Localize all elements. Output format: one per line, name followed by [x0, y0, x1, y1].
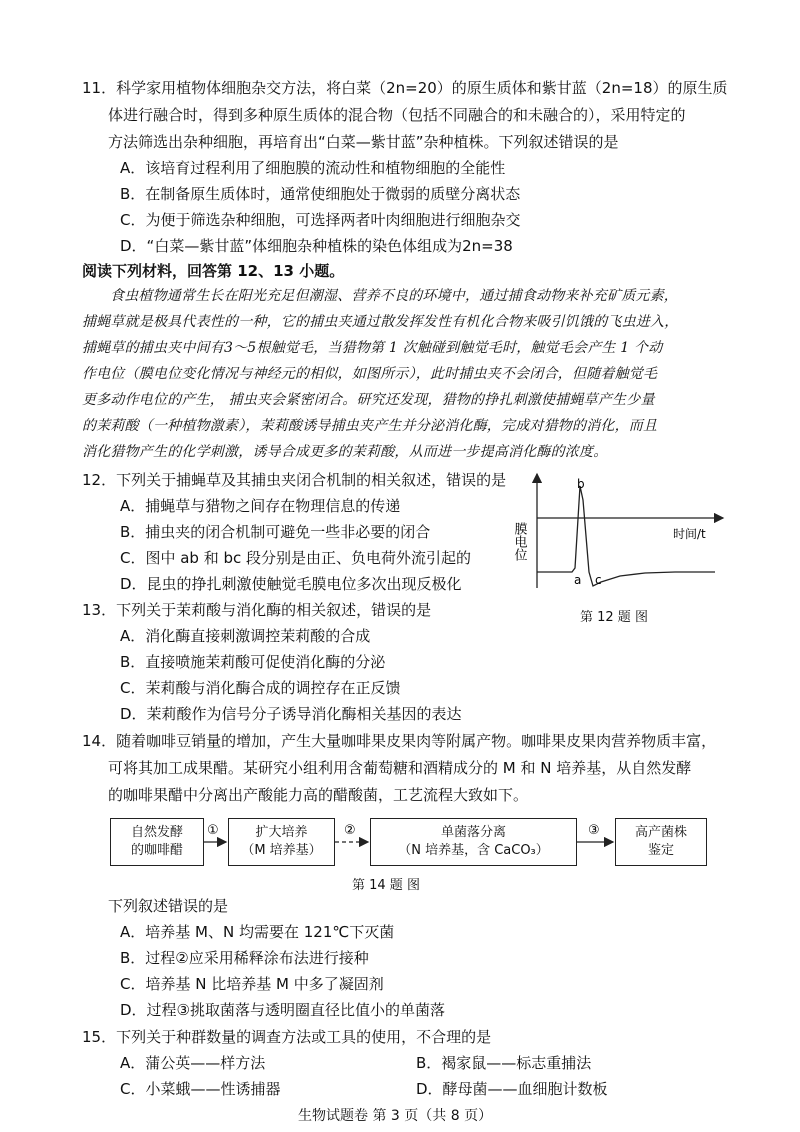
q14-stem-line-1: 14．随着咖啡豆销量的增加，产生大量咖啡果皮果肉等附属产物。咖啡果皮果肉营养物质丰富， [82, 732, 717, 750]
q14-option-d: D．过程③挑取菌落与透明圈直径比值小的单菌落 [120, 1001, 445, 1019]
q12-option-c: C．图中 ab 和 bc 段分别是由正、负电荷外流引起的 [120, 549, 472, 567]
q14-option-b: B．过程②应采用稀释涂布法进行接种 [120, 949, 369, 967]
step-3-label: ③ [588, 823, 600, 838]
reading-line-3: 捕蝇草的捕虫夹中间有3～5根触觉毛，当猎物第 1 次触碰到触觉毛时，触觉毛会产生 1 个动 [82, 340, 663, 356]
q12-option-a: A．捕蝇草与猎物之间存在物理信息的传递 [120, 497, 401, 515]
point-a-label: a [574, 573, 582, 587]
graph-caption: 第 12 题 图 [580, 610, 648, 625]
flow-arrows [0, 800, 800, 880]
box1-line2: 的咖啡醋 [130, 843, 183, 858]
q15-option-d: D．酵母菌——血细胞计数板 [416, 1080, 608, 1098]
point-b-label: b [577, 477, 585, 491]
q15-option-b: B．褐家鼠——标志重捕法 [416, 1054, 592, 1072]
q14-stem-line-2: 可将其加工成果醋。某研究小组利用含葡萄糖和酒精成分的 M 和 N 培养基，从自然发酵 [108, 759, 692, 777]
point-c-label: c [595, 573, 602, 587]
action-potential-graph [505, 460, 735, 630]
q11-option-d: D．“白菜—紫甘蓝”体细胞杂种植株的染色体组成为2n=38 [120, 237, 513, 255]
step-2-label: ② [344, 823, 356, 838]
q14-prompt: 下列叙述错误的是 [108, 897, 229, 915]
box3-line2: （N 培养基，含 CaCO₃） [398, 843, 549, 858]
q13-option-b: B．直接喷施茉莉酸可促使消化酶的分泌 [120, 653, 386, 671]
reading-heading: 阅读下列材料，回答第 12、13 小题。 [82, 262, 345, 280]
q12-option-d: D．昆虫的挣扎刺激使触觉毛膜电位多次出现反极化 [120, 575, 462, 593]
q11-stem-line-2: 体进行融合时，得到多种原生质体的混合物（包括不同融合的和未融合的），采用特定的 [108, 106, 686, 124]
box4-line2: 鉴定 [647, 843, 674, 858]
x-axis-label: 时间/t [673, 527, 706, 541]
q15-option-a: A．蒲公英——样方法 [120, 1054, 266, 1072]
q13-option-c: C．茉莉酸与消化酶合成的调控存在正反馈 [120, 679, 401, 697]
page-footer: 生物试题卷 第 3 页（共 8 页） [298, 1108, 493, 1124]
reading-line-1: 食虫植物通常生长在阳光充足但潮湿、营养不良的环境中，通过捕食动物来补充矿质元素， [110, 288, 678, 304]
q14-option-c: C．培养基 N 比培养基 M 中多了凝固剂 [120, 975, 384, 993]
y-axis-label: 膜电位 [511, 522, 527, 561]
flow-caption: 第 14 题 图 [352, 878, 420, 893]
q15-option-c: C．小菜蛾——性诱捕器 [120, 1080, 281, 1098]
q11-stem-line-1: 11．科学家用植物体细胞杂交方法，将白菜（2n=20）的原生质体和紫甘蓝（2n=18）的原生质 [82, 79, 728, 97]
q12-option-b: B．捕虫夹的闭合机制可避免一些非必要的闭合 [120, 523, 431, 541]
q13-stem: 13．下列关于茉莉酸与消化酶的相关叙述，错误的是 [82, 601, 432, 619]
q15-stem: 15．下列关于种群数量的调查方法或工具的使用，不合理的是 [82, 1028, 492, 1046]
reading-line-6: 的茉莉酸（一种植物激素），茉莉酸诱导捕虫夹产生并分泌消化酶，完成对猎物的消化，而且 [82, 418, 658, 434]
q13-option-d: D．茉莉酸作为信号分子诱导消化酶相关基因的表达 [120, 705, 462, 723]
box2-line2: （M 培养基） [241, 843, 322, 858]
q11-option-a: A．该培育过程利用了细胞膜的流动性和植物细胞的全能性 [120, 159, 506, 177]
q13-option-a: A．消化酶直接刺激调控茉莉酸的合成 [120, 627, 371, 645]
box3-line1: 单菌落分离 [440, 825, 506, 840]
q11-option-b: B．在制备原生质体时，通常使细胞处于微弱的质壁分离状态 [120, 185, 521, 203]
reading-line-2: 捕蝇草就是极具代表性的一种，它的捕虫夹通过散发挥发性有机化合物来吸引饥饿的飞虫进入， [82, 314, 679, 330]
reading-line-7: 消化猎物产生的化学刺激，诱导合成更多的茉莉酸，从而进一步提高消化酶的浓度。 [82, 444, 608, 460]
q14-stem-line-3: 的咖啡果醋中分离出产酸能力高的醋酸菌，工艺流程大致如下。 [108, 786, 529, 804]
box4-line1: 高产菌株 [634, 825, 687, 840]
q12-stem: 12．下列关于捕蝇草及其捕虫夹闭合机制的相关叙述，错误的是 [82, 471, 507, 489]
q11-option-c: C．为便于筛选杂种细胞，可选择两者叶肉细胞进行细胞杂交 [120, 211, 521, 229]
q14-option-a: A．培养基 M、N 均需要在 121℃下灭菌 [120, 923, 395, 941]
box1-line1: 自然发酵 [130, 825, 183, 840]
q11-stem-line-3: 方法筛选出杂种细胞，再培育出“白菜—紫甘蓝”杂种植株。下列叙述错误的是 [108, 133, 619, 151]
box2-line1: 扩大培养 [255, 825, 308, 840]
reading-line-5: 更多动作电位的产生， 捕虫夹会紧密闭合。研究还发现，猎物的挣扎刺激使捕蝇草产生少量 [82, 392, 655, 408]
reading-line-4: 作电位（膜电位变化情况与神经元的相似，如图所示），此时捕虫夹不会闭合，但随着触觉毛 [82, 366, 658, 382]
step-1-label: ① [207, 823, 219, 838]
